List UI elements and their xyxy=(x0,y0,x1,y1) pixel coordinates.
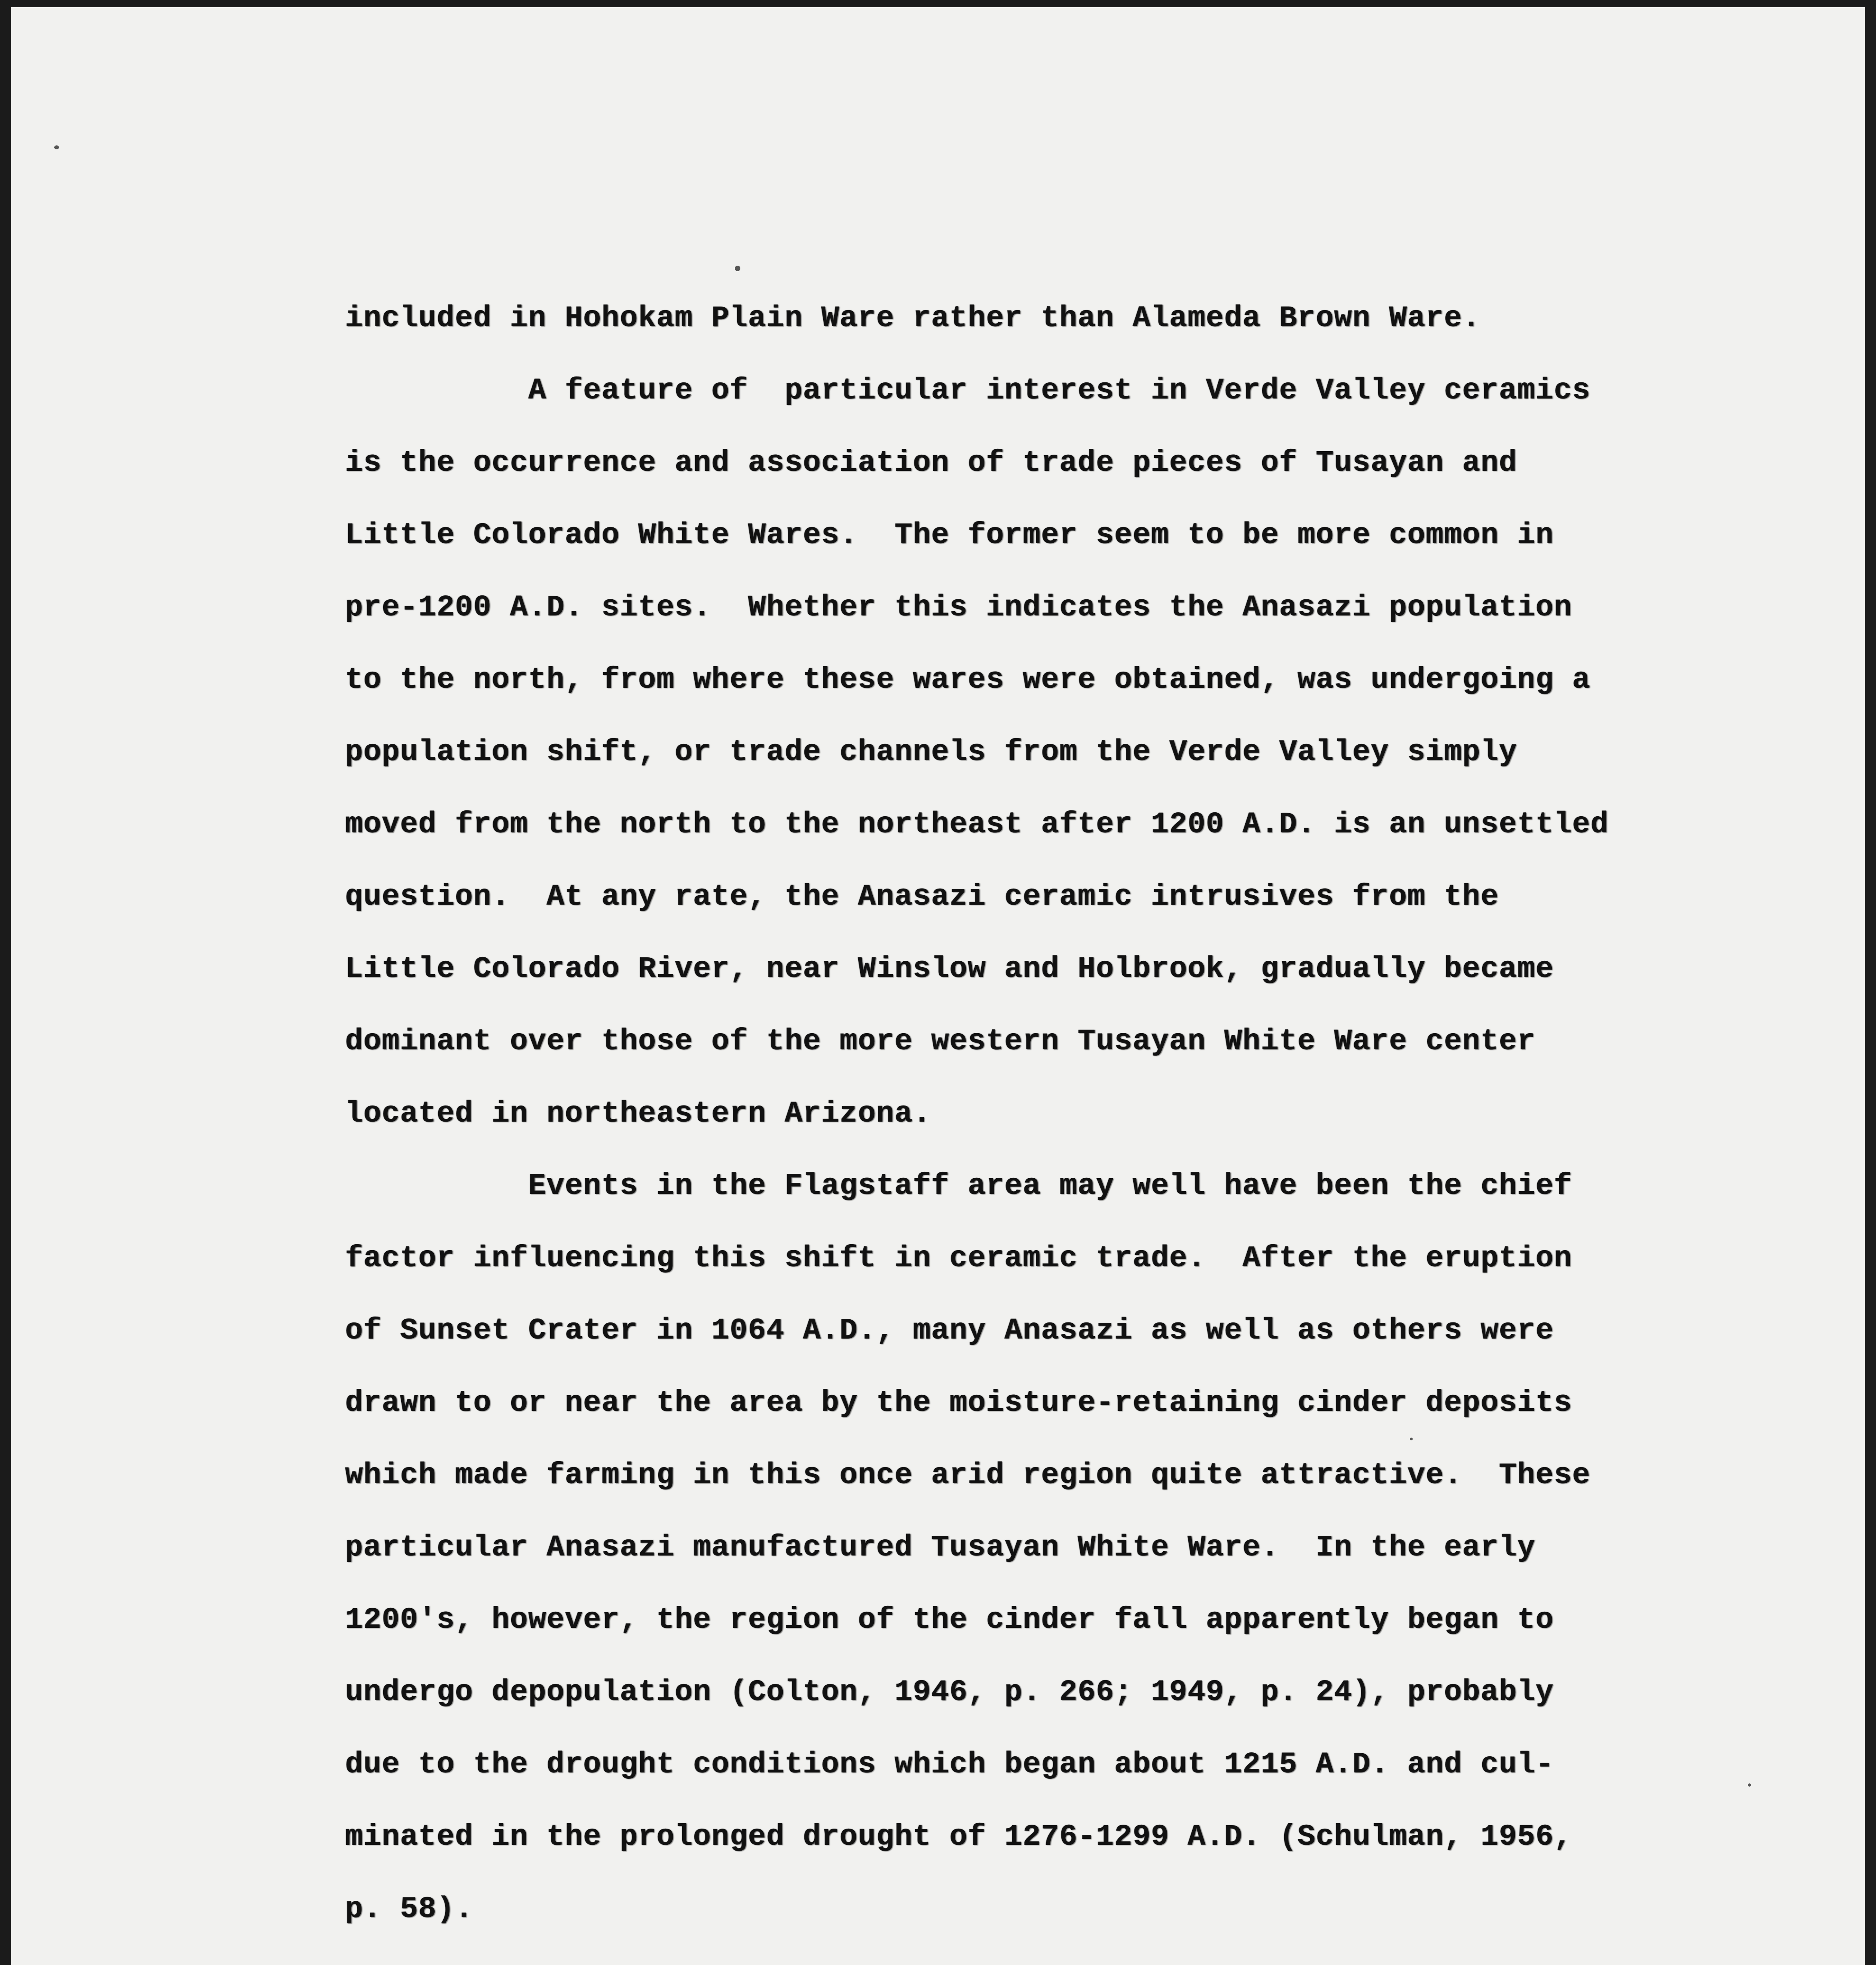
text-line: minated in the prolonged drought of 1276-1299 A.D. (Schulman, 1956, xyxy=(345,1820,1572,1854)
text-line: p. 58). xyxy=(345,1892,474,1926)
text-line: A feature of particular interest in Verde Valley ceramics xyxy=(345,374,1591,408)
text-line: particular Anasazi manufactured Tusayan White Ware. In the early xyxy=(345,1531,1536,1565)
text-line: included in Hohokam Plain Ware rather than Alameda Brown Ware. xyxy=(345,301,1481,335)
text-line: Events in the Flagstaff area may well have been the chief xyxy=(345,1169,1572,1203)
text-line: moved from the north to the northeast after 1200 A.D. is an unsettled xyxy=(345,808,1609,841)
dust-speck xyxy=(1748,1783,1751,1787)
text-line: population shift, or trade channels from the Verde Valley simply xyxy=(345,735,1517,769)
text-line: question. At any rate, the Anasazi ceramic intrusives from the xyxy=(345,880,1499,914)
text-line: located in northeastern Arizona. xyxy=(345,1097,931,1131)
text-line: to the north, from where these wares were obtained, was undergoing a xyxy=(345,663,1591,697)
text-line: is the occurrence and association of trade pieces of Tusayan and xyxy=(345,446,1517,480)
dust-speck xyxy=(735,266,740,271)
dust-speck xyxy=(54,145,59,149)
text-line: dominant over those of the more western Tusayan White Ware center xyxy=(345,1025,1536,1058)
text-line: Little Colorado River, near Winslow and Holbrook, gradually became xyxy=(345,952,1554,986)
text-line xyxy=(345,1945,1642,1965)
text-line: 1200's, however, the region of the cinder fall apparently began to xyxy=(345,1603,1554,1637)
text-line: drawn to or near the area by the moisture-retaining cinder deposits xyxy=(345,1386,1572,1420)
document-page xyxy=(11,7,1865,1965)
text-line: pre-1200 A.D. sites. Whether this indicates the Anasazi population xyxy=(345,591,1572,624)
text-line: factor influencing this shift in ceramic trade. After the eruption xyxy=(345,1241,1572,1275)
text-line: due to the drought conditions which began about 1215 A.D. and cul- xyxy=(345,1748,1554,1781)
text-line: Little Colorado White Wares. The former seem to be more common in xyxy=(345,518,1554,552)
text-line: which made farming in this once arid region quite attractive. These xyxy=(345,1458,1591,1492)
text-line: of Sunset Crater in 1064 A.D., many Anasazi as well as others were xyxy=(345,1314,1554,1348)
text-line: undergo depopulation (Colton, 1946, p. 266; 1949, p. 24), probably xyxy=(345,1675,1554,1709)
body-text xyxy=(345,282,1642,1965)
